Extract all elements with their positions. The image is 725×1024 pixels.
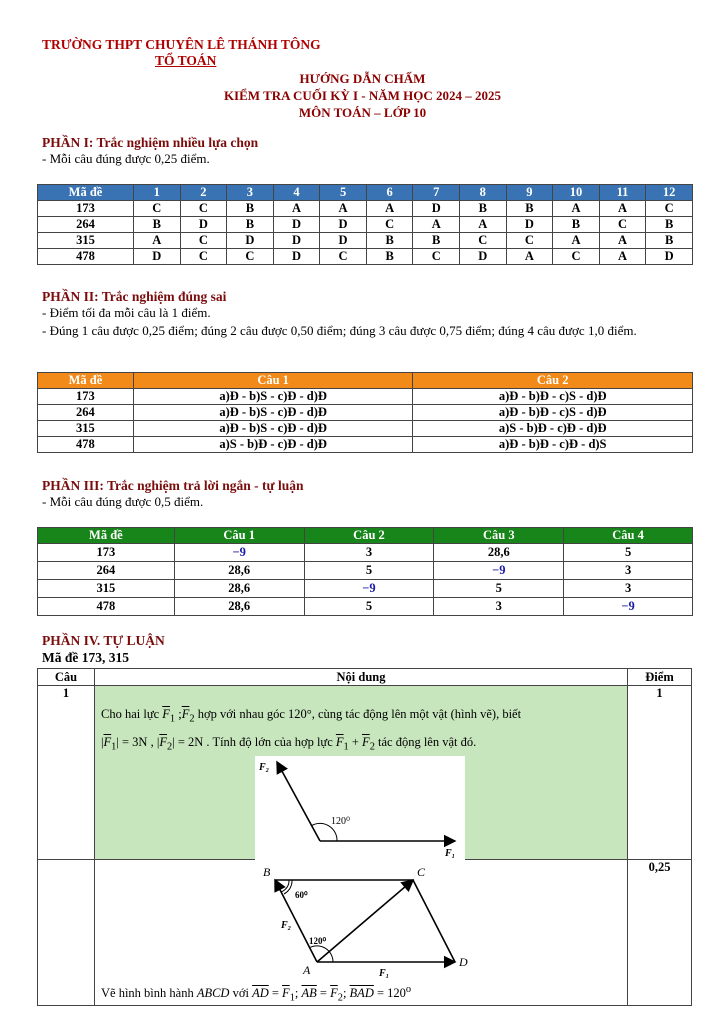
- f1-label: F₁: [379, 968, 390, 978]
- step-caption: Vẽ hình bình hành ABCD với $\overline{AD} = \overline{F}_1$; $\overline{AB} = \overline{F}_2$; $\overline{BAD} = 120^o$: [101, 984, 412, 1004]
- table-header-row: [38, 669, 692, 686]
- column-header: 2: [180, 185, 227, 201]
- column-header: Mã đề: [38, 373, 134, 389]
- column-header: 10: [553, 185, 600, 201]
- doc-subject: MÔN TOÁN – LỚP 10: [298, 105, 427, 120]
- angle120-label: 120⁰: [309, 936, 327, 946]
- force-diagram: [255, 756, 465, 860]
- side-cd: [413, 880, 455, 962]
- table-header-row: [38, 185, 693, 201]
- angle60-label: 60⁰: [295, 890, 308, 900]
- column-header: 5: [320, 185, 367, 201]
- point-d: D: [459, 955, 468, 969]
- doc-title: HƯỚNG DẪN CHẤM: [299, 71, 426, 86]
- column-header: Câu 2: [304, 528, 434, 544]
- table-row: 315 a)Đ - b)S - c)Đ - d)Đ a)S - b)Đ - c)Đ - d)Đ: [38, 421, 693, 437]
- part2-note-2: - Đúng 1 câu được 0,25 điểm; đúng 2 câu được 0,50 điểm; đúng 3 câu được 0,75 điểm; đúng 4 câu được 1,0 điểm.: [42, 323, 637, 338]
- table-header-row: [38, 373, 693, 389]
- step-content: [95, 860, 628, 1006]
- column-header: 1: [133, 185, 180, 201]
- table-row: 264 B D B D D C A A D B C B: [38, 217, 693, 233]
- department-name: TỔ TOÁN: [155, 53, 217, 68]
- table-row: 173 −9 3 28,6 5: [38, 544, 693, 562]
- column-header: 4: [273, 185, 320, 201]
- f2-label: F₂: [259, 762, 270, 773]
- part4-title: PHẦN IV. TỰ LUẬN: [42, 633, 165, 648]
- table-row: [38, 686, 692, 860]
- resultant-vector: [317, 880, 413, 962]
- table-header-row: [38, 528, 693, 544]
- table-row: 173 C C B A A A D B B A A C: [38, 201, 693, 217]
- part2-table: [37, 372, 693, 453]
- part4-subtitle: Mã đề 173, 315: [42, 650, 129, 665]
- question-content: [95, 686, 628, 860]
- table-row: [38, 860, 692, 1006]
- table-row: 478 D C C D C B C D A C A D: [38, 249, 693, 265]
- table-row: 315 A C D D D B B C C A A B: [38, 233, 693, 249]
- table-row: 315 28,6 −9 5 3: [38, 580, 693, 598]
- table-row: 478 a)S - b)Đ - c)Đ - d)Đ a)Đ - b)Đ - c)Đ - d)S: [38, 437, 693, 453]
- part3-table: [37, 527, 693, 616]
- part3-note: - Mỗi câu đúng được 0,5 điểm.: [42, 494, 204, 509]
- column-header: 12: [646, 185, 693, 201]
- table-row: 173 a)Đ - b)S - c)Đ - d)Đ a)Đ - b)Đ - c)S - d)Đ: [38, 389, 693, 405]
- column-header: 7: [413, 185, 460, 201]
- table-row: 264 a)Đ - b)S - c)Đ - d)Đ a)Đ - b)Đ - c)S - d)Đ: [38, 405, 693, 421]
- question-score: 1: [628, 686, 692, 860]
- column-header: Câu 3: [434, 528, 564, 544]
- question-text: Cho hai lực $\overline{F}_1$ $;\overline{F}_2$ hợp với nhau góc 120°, cùng tác động lên một vật (hình vẽ), biết $|\overline{F}_1| = 3N$ , $|\overline{F}_2| = 2N$ . Tính độ lớn của hợp lực $\overline{F}_1 + \overline{F}_2$ tác động lên vật đó.: [101, 707, 522, 752]
- part2-title: PHẦN II: Trắc nghiệm đúng sai: [42, 289, 227, 304]
- column-header: Câu 1: [174, 528, 304, 544]
- doc-subtitle: KIỂM TRA CUỐI KỲ I - NĂM HỌC 2024 – 2025: [223, 88, 502, 103]
- column-header: Câu: [38, 669, 95, 686]
- column-header: Câu 1: [133, 373, 413, 389]
- part1-note: - Mỗi câu đúng được 0,25 điểm.: [42, 151, 210, 166]
- table-row: 264 28,6 5 −9 3: [38, 562, 693, 580]
- point-c: C: [417, 865, 426, 879]
- angle-label: 120⁰: [331, 816, 351, 827]
- school-name: TRƯỜNG THPT CHUYÊN LÊ THÁNH TÔNG: [42, 37, 321, 52]
- column-header: Câu 4: [564, 528, 693, 544]
- part3-title: PHẦN III: Trắc nghiệm trả lời ngắn - tự luận: [42, 478, 304, 493]
- part1-table: [37, 184, 693, 265]
- column-header: 11: [599, 185, 646, 201]
- column-header: Mã đề: [38, 528, 175, 544]
- question-number: 1: [38, 686, 95, 860]
- column-header: Mã đề: [38, 185, 134, 201]
- part1-title: PHẦN I: Trắc nghiệm nhiều lựa chọn: [42, 135, 259, 150]
- table-row: 478 28,6 5 3 −9: [38, 598, 693, 616]
- essay-table: [37, 668, 692, 1006]
- step-score: 0,25: [628, 860, 692, 1006]
- part2-note-1: - Điểm tối đa mỗi câu là 1 điểm.: [42, 305, 211, 320]
- f1-label: F₁: [445, 848, 456, 859]
- point-b: B: [263, 865, 271, 879]
- point-a: A: [303, 963, 311, 977]
- column-header: Điểm: [628, 669, 692, 686]
- column-header: 6: [366, 185, 413, 201]
- f2-label: F₂: [281, 920, 292, 931]
- column-header: 9: [506, 185, 553, 201]
- column-header: Câu 2: [413, 373, 693, 389]
- parallelogram-diagram: [245, 864, 485, 978]
- column-header: 3: [227, 185, 274, 201]
- column-header: Nội dung: [95, 669, 628, 686]
- column-header: 8: [460, 185, 507, 201]
